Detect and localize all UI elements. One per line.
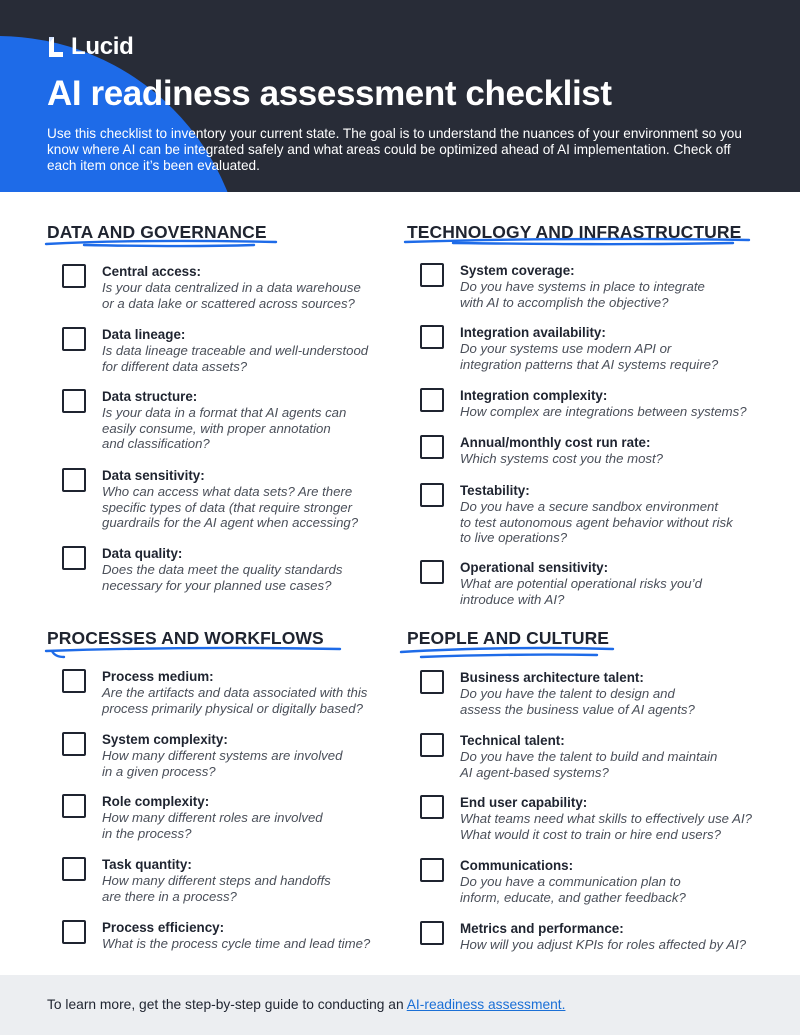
checkbox[interactable] [62, 920, 86, 944]
checkbox[interactable] [62, 327, 86, 351]
checkbox[interactable] [420, 325, 444, 349]
checkbox[interactable] [62, 732, 86, 756]
lucid-logo [47, 33, 134, 61]
item-description: Do you have the talent to build and maintain AI agent-based systems? [460, 749, 718, 780]
section-underline [44, 645, 344, 659]
lucid-logo-icon [47, 36, 65, 58]
item-title: Process efficiency: [102, 920, 225, 935]
section-title-processes-workflows: PROCESSES AND WORKFLOWS [47, 628, 324, 648]
item-description: What are potential operational risks you’d introduce with AI? [460, 576, 702, 607]
item-title: Annual/monthly cost run rate: [460, 435, 651, 450]
item-title: System complexity: [102, 732, 228, 747]
footer-text [47, 997, 565, 1012]
section-underline [44, 238, 280, 248]
checkbox[interactable] [420, 435, 444, 459]
section-title-technology-infrastructure: TECHNOLOGY AND INFRASTRUCTURE [407, 222, 742, 242]
checkbox[interactable] [420, 388, 444, 412]
item-description: Do you have a secure sandbox environment to test autonomous agent behavior without risk to live operations? [460, 499, 733, 546]
item-description: Who can access what data sets? Are there specific types of data (that require stronger guardrails for the AI agent when accessing? [102, 484, 359, 531]
item-description: How many different roles are involved in the process? [102, 810, 323, 841]
intro-paragraph: Use this checklist to inventory your current state. The goal is to understand the nuances of your environment so you know where AI can be integrated safely and what areas could be optimized ahead of AI implementation. Check off each item once it’s been evaluated. [47, 126, 742, 173]
item-description: Is your data in a format that AI agents can easily consume, with proper annotation and classification? [102, 405, 347, 452]
page-title: AI readiness assessment checklist [47, 74, 612, 113]
checkbox[interactable] [62, 857, 86, 881]
section-underline [397, 644, 617, 660]
checkbox[interactable] [420, 795, 444, 819]
item-title: Central access: [102, 264, 201, 279]
checkbox[interactable] [420, 483, 444, 507]
item-description: How many different steps and handoffs are there in a process? [102, 873, 331, 904]
item-title: Data structure: [102, 389, 198, 404]
item-description: Are the artifacts and data associated with this process primarily physical or digitally based? [102, 685, 368, 716]
item-title: Technical talent: [460, 733, 565, 748]
logo-text: Lucid [71, 33, 134, 60]
checkbox[interactable] [420, 733, 444, 757]
item-description: Is your data centralized in a data warehouse or a data lake or scattered across sources? [102, 280, 361, 311]
checkbox[interactable] [420, 670, 444, 694]
item-description: How will you adjust KPIs for roles affected by AI? [460, 937, 747, 952]
item-description: What teams need what skills to effectively use AI? What would it cost to train or hire end users? [460, 811, 752, 842]
item-description: Does the data meet the quality standards necessary for your planned use cases? [102, 562, 343, 593]
item-title: Process medium: [102, 669, 214, 684]
assessment-guide-link[interactable]: AI-readiness assessment. [406, 997, 566, 1012]
item-description: Do your systems use modern API or integration patterns that AI systems require? [460, 341, 719, 372]
checkbox[interactable] [420, 263, 444, 287]
checkbox[interactable] [62, 794, 86, 818]
item-description: Do you have the talent to design and assess the business value of AI agents? [460, 686, 695, 717]
item-description: Do you have systems in place to integrate with AI to accomplish the objective? [460, 279, 705, 310]
checkbox[interactable] [420, 921, 444, 945]
checkbox[interactable] [420, 560, 444, 584]
item-title: Integration complexity: [460, 388, 608, 403]
item-title: Metrics and performance: [460, 921, 624, 936]
item-description: Is data lineage traceable and well-understood for different data assets? [102, 343, 369, 374]
item-title: Data quality: [102, 546, 183, 561]
footer-message: To learn more, get the step-by-step guide to conducting an [47, 997, 407, 1012]
checkbox[interactable] [62, 264, 86, 288]
item-description: Do you have a communication plan to inform, educate, and gather feedback? [460, 874, 686, 905]
item-title: Role complexity: [102, 794, 210, 809]
item-title: Communications: [460, 858, 574, 873]
item-title: Data lineage: [102, 327, 186, 342]
item-title: End user capability: [460, 795, 588, 810]
item-title: Data sensitivity: [102, 468, 205, 483]
checkbox[interactable] [62, 546, 86, 570]
section-underline [403, 236, 753, 246]
item-description: Which systems cost you the most? [460, 451, 664, 466]
section-title-people-culture: PEOPLE AND CULTURE [407, 628, 610, 648]
item-description: How complex are integrations between systems? [460, 404, 747, 419]
checkbox[interactable] [62, 669, 86, 693]
checkbox[interactable] [420, 858, 444, 882]
section-title-data-governance: DATA AND GOVERNANCE [47, 222, 267, 242]
item-title: Integration availability: [460, 325, 606, 340]
item-description: How many different systems are involved in a given process? [102, 748, 343, 779]
item-title: System coverage: [460, 263, 575, 278]
checkbox[interactable] [62, 389, 86, 413]
header-banner [0, 0, 800, 192]
item-title: Testability: [460, 483, 530, 498]
item-title: Business architecture talent: [460, 670, 644, 685]
item-description: What is the process cycle time and lead time? [102, 936, 371, 951]
item-title: Task quantity: [102, 857, 192, 872]
footer [0, 975, 800, 1035]
item-title: Operational sensitivity: [460, 560, 609, 575]
checkbox[interactable] [62, 468, 86, 492]
